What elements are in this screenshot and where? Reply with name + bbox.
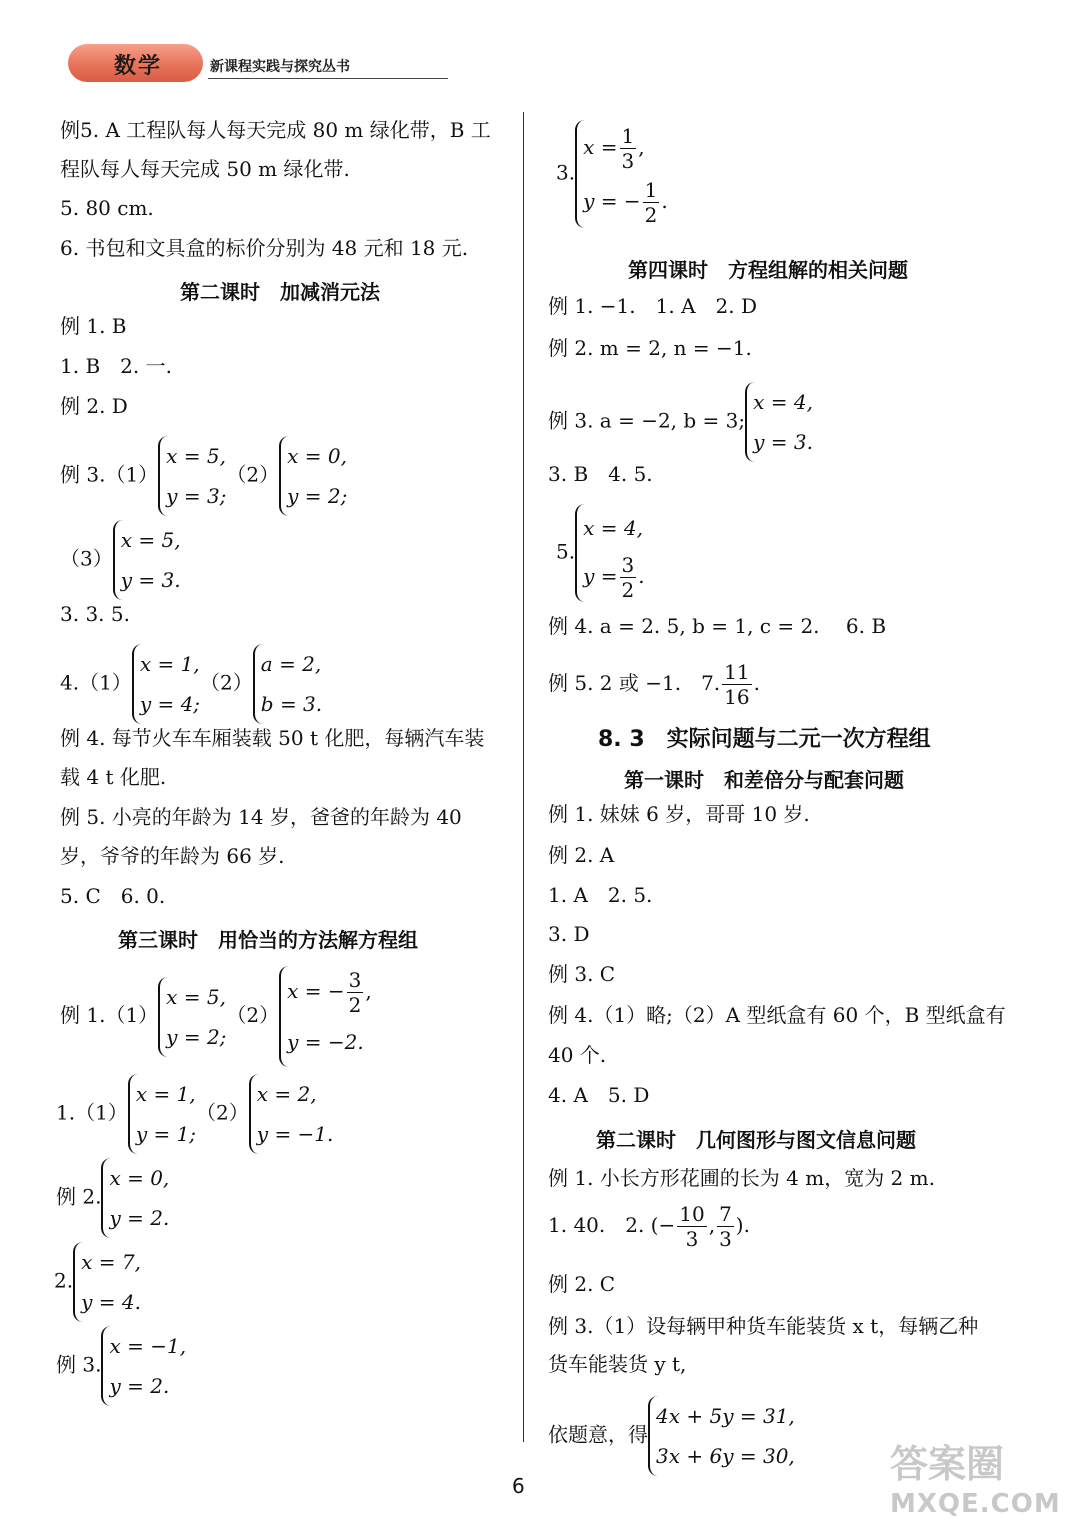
- equation-system: [575, 120, 668, 228]
- watermark-text: 答案圈: [890, 1442, 1005, 1486]
- equation: x = 5,: [120, 528, 181, 552]
- equation: 3x + 6y = 30,: [656, 1444, 795, 1468]
- item-prefix: （2）: [226, 1003, 280, 1027]
- equation-system: [249, 1074, 334, 1154]
- item-prefix: 4.（1）: [60, 670, 132, 695]
- item-prefix: 3.: [556, 160, 576, 185]
- equation-system: [101, 1326, 186, 1406]
- equation-answer: [548, 382, 813, 462]
- equation: x = 1,: [139, 652, 200, 676]
- equation: b = 3.: [260, 692, 323, 716]
- equation: y = 4.: [81, 1290, 141, 1314]
- equation-answer: [60, 644, 322, 724]
- answer-line: 1. B 2. 一.: [60, 354, 172, 378]
- equation-answer: [56, 1326, 186, 1406]
- equation: a = 2,: [260, 652, 322, 676]
- item-prefix: （3）: [60, 546, 113, 571]
- equation-system: [575, 504, 645, 602]
- section-title: 8. 3 实际问题与二元一次方程组: [598, 727, 931, 752]
- answer-line: 例 1. 妹妹 6 岁，哥哥 10 岁.: [548, 802, 810, 826]
- equation: x = 7,: [81, 1250, 141, 1274]
- equation: x = 0,: [109, 1166, 170, 1190]
- answer-line: 例5. A 工程队每人每天完成 80 m 绿化带，B 工: [60, 118, 491, 142]
- fraction: $\frac{1}{3}$: [621, 124, 635, 173]
- equation: x = 5,: [166, 444, 227, 468]
- equation: y = − $\frac{1}{2}$ .: [583, 178, 668, 227]
- answer-line: 例 1. B: [60, 314, 127, 338]
- equation-system: [253, 644, 322, 724]
- answer-line: 4. A 5. D: [548, 1083, 650, 1107]
- answer-line: 5. C 6. 0.: [60, 884, 166, 908]
- answer-line: 例 1. −1. 1. A 2. D: [548, 294, 757, 318]
- answer-line: 40 个.: [548, 1043, 607, 1067]
- equation-answer: [60, 436, 347, 516]
- answer-line: 例 3. C: [548, 962, 616, 986]
- answer-line: 例 4. a = 2. 5, b = 1, c = 2. 6. B: [548, 614, 887, 638]
- equation-system: [279, 436, 347, 516]
- lesson-heading: 第二课时 几何图形与图文信息问题: [596, 1128, 916, 1152]
- equation-answer: [548, 1396, 795, 1476]
- equation-system: [73, 1242, 141, 1322]
- page-header: [68, 44, 408, 84]
- equation: y = −2.: [287, 1030, 364, 1054]
- equation-answer: [60, 966, 372, 1067]
- fraction: $\frac{10}{3}$: [679, 1202, 705, 1251]
- item-prefix: 2.: [54, 1268, 74, 1293]
- equation-system: [132, 644, 200, 724]
- equation-system: [128, 1074, 196, 1154]
- equation: y = 3.: [753, 430, 813, 454]
- answer-line: 例 4.（1）略;（2）A 型纸盒有 60 个，B 型纸盒有: [548, 1003, 1006, 1027]
- equation: y = 2.: [109, 1206, 170, 1230]
- answer-line: 例 2. C: [548, 1272, 616, 1296]
- equation: x = 4,: [583, 516, 643, 540]
- answer-line: 1. 40. 2. (− $\frac{10}{3}$ , $\frac{7}{3}$ ).: [548, 1202, 750, 1251]
- answer-line: 例 1. 小长方形花圃的长为 4 m，宽为 2 m.: [548, 1166, 935, 1190]
- equation: y = 2;: [287, 484, 348, 508]
- answer-line: 5. 80 cm.: [60, 196, 154, 220]
- equation: y = $\frac{3}{2}$ .: [583, 553, 645, 602]
- item-prefix: 例 3. a = −2, b = 3;: [548, 408, 746, 433]
- equation: x = 1,: [135, 1082, 196, 1106]
- answer-line: 例 2. m = 2, n = −1.: [548, 336, 752, 360]
- item-prefix: 例 1.（1）: [60, 1003, 159, 1027]
- equation: x = −1,: [109, 1334, 187, 1358]
- equation-answer: [56, 1074, 333, 1154]
- equation-system: [279, 966, 372, 1067]
- watermark: [890, 1442, 1061, 1524]
- answer-line: 6. 书包和文具盒的标价分别为 48 元和 18 元.: [60, 236, 469, 260]
- equation-system: [101, 1158, 169, 1238]
- lesson-heading: 第一课时 和差倍分与配套问题: [624, 768, 904, 792]
- equation: y = 3;: [166, 484, 227, 508]
- equation: x = 5,: [166, 984, 227, 1009]
- answer-line: 例 2. D: [60, 394, 128, 418]
- answer-line: 例 5. 2 或 −1. 7. $\frac{11}{16}$ .: [548, 660, 760, 709]
- item-prefix: 例 3.（1）: [60, 462, 159, 487]
- equation-system: [648, 1396, 795, 1476]
- equation: 4x + 5y = 31,: [656, 1404, 795, 1428]
- answer-line: 例 5. 小亮的年龄为 14 岁，爸爸的年龄为 40: [60, 805, 462, 829]
- equation-answer: [60, 520, 181, 600]
- page-number: 6: [512, 1474, 525, 1498]
- subject-label: 数学: [114, 54, 163, 79]
- equation: y = 3.: [120, 568, 181, 592]
- item-prefix: 5.: [556, 539, 576, 564]
- fraction: $\frac{3}{2}$: [621, 553, 635, 602]
- equation: x = 4,: [753, 390, 813, 414]
- answer-line: 岁，爷爷的年龄为 66 岁.: [60, 844, 285, 868]
- equation: x = 2,: [256, 1082, 317, 1106]
- series-title: 新课程实践与探究丛书: [210, 59, 350, 75]
- equation: y = 4;: [139, 692, 201, 716]
- equation-system: [158, 977, 226, 1057]
- answer-line: 3. D: [548, 922, 590, 946]
- equation: y = −1.: [256, 1122, 334, 1146]
- column-divider: [523, 112, 524, 1442]
- equation: x = − $\frac{3}{2}$ ,: [287, 968, 372, 1017]
- equation-answer: [556, 120, 668, 228]
- answer-line: 载 4 t 化肥.: [60, 765, 167, 789]
- equation: y = 1;: [135, 1122, 197, 1146]
- answer-line: 例 4. 每节火车车厢装载 50 t 化肥，每辆汽车装: [60, 726, 485, 750]
- equation: x = $\frac{1}{3}$ ,: [583, 124, 645, 173]
- equation: y = 2.: [109, 1374, 170, 1398]
- answer-line: 3. 3. 5.: [60, 602, 130, 626]
- item-prefix: 例 3.: [56, 1352, 102, 1377]
- item-prefix: （2）: [226, 462, 280, 487]
- equation: x = 0,: [287, 444, 347, 468]
- item-prefix: 依题意，得: [548, 1422, 648, 1447]
- item-prefix: （2）: [196, 1100, 249, 1125]
- equation: y = 2;: [166, 1024, 227, 1049]
- answer-line: 3. B 4. 5.: [548, 462, 653, 486]
- answer-line: 货车能装货 y t,: [548, 1352, 687, 1376]
- answer-line: 例 2. A: [548, 843, 615, 867]
- fraction: $\frac{7}{3}$: [719, 1202, 732, 1251]
- fraction: $\frac{1}{2}$: [644, 178, 658, 227]
- answer-line: 1. A 2. 5.: [548, 883, 653, 907]
- fraction: $\frac{3}{2}$: [348, 968, 362, 1017]
- watermark-domain: MXQE.COM: [890, 1489, 1061, 1519]
- lesson-heading: 第三课时 用恰当的方法解方程组: [118, 928, 418, 952]
- answer-line: 例 3.（1）设每辆甲种货车能装货 x t，每辆乙种: [548, 1314, 979, 1338]
- lesson-heading: 第二课时 加减消元法: [180, 280, 380, 304]
- lesson-heading: 第四课时 方程组解的相关问题: [628, 258, 908, 282]
- equation-answer: [54, 1242, 141, 1322]
- item-prefix: （2）: [200, 670, 253, 695]
- answer-line: 程队每人每天完成 50 m 绿化带.: [60, 157, 350, 181]
- equation-answer: [56, 1158, 169, 1238]
- item-prefix: 例 2.: [56, 1184, 102, 1209]
- header-underline: [208, 78, 448, 79]
- equation-system: [158, 436, 226, 516]
- fraction: $\frac{11}{16}$: [724, 660, 750, 709]
- item-prefix: 1.（1）: [56, 1100, 128, 1125]
- equation-system: [113, 520, 181, 600]
- equation-system: [745, 382, 813, 462]
- equation-answer: [556, 504, 645, 602]
